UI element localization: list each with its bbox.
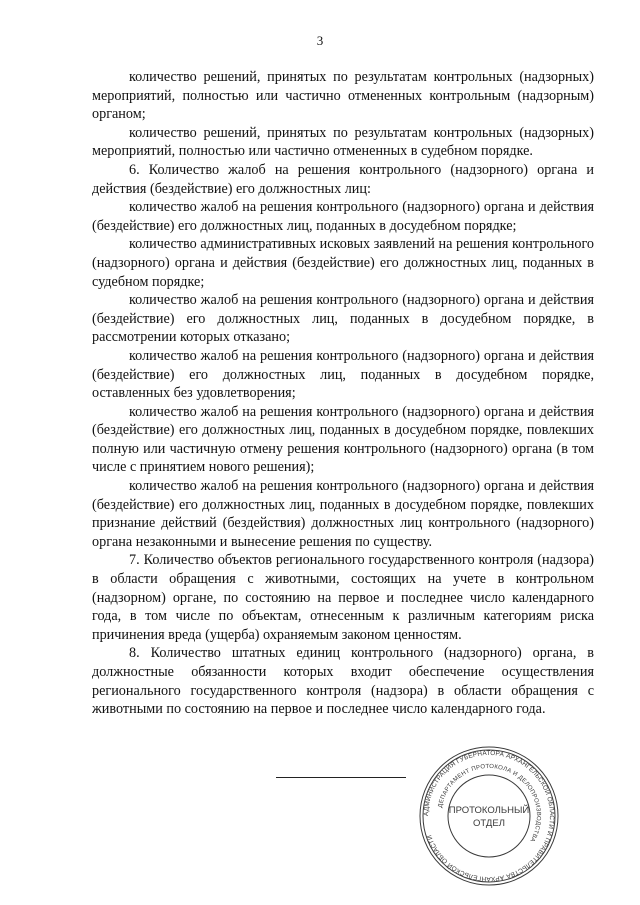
svg-text:ДЕПАРТАМЕНТ ПРОТОКОЛА И ДЕЛОПР (438, 764, 541, 843)
paragraph: количество жалоб на решения контрольного (надзорного) органа и действия (бездействие) его должностных лиц, поданных в досудебном порядке, повлекших признание действий (бездействия) должностных лиц контрольного (надзорного) органа незаконными и вынесение решения по существу. (92, 478, 594, 550)
stamp-center-line1: ПРОТОКОЛЬНЫЙ (448, 805, 530, 816)
stamp-seal (418, 745, 560, 887)
protocol-department-stamp (418, 745, 560, 887)
paragraph: количество решений, принятых по результатам контрольных (надзорных) мероприятий, полностью или частично отмененных в судебном порядке. (92, 124, 594, 160)
paragraph: количество административных исковых заявлений на решения контрольного (надзорного) органа и действия (бездействие) его должностных лиц, поданных в судебном порядке; (92, 236, 594, 290)
paragraph: количество жалоб на решения контрольного (надзорного) органа и действия (бездействие) его должностных лиц, поданных в досудебном порядке, в рассмотрении которых отказано; (92, 292, 594, 346)
paragraph: 7. Количество объектов регионального государственного контроля (надзора) в области обращения с животными, состоящих на учете в контрольном (надзорном) органе, по состоянию на первое и последнее число календарного года, в том числе по объектам, отнесенным к различным категориям риска причинения вреда (ущерба) охраняемым законом ценностям. (92, 552, 594, 643)
paragraph: количество жалоб на решения контрольного (надзорного) органа и действия (бездействие) его должностных лиц, поданных в досудебном порядке, оставленных без удовлетворения; (92, 347, 594, 402)
paragraph: количество жалоб на решения контрольного (надзорного) органа и действия (бездействие) его должностных лиц, поданных в досудебном порядке, повлекших полную или частичную отмену решения контрольного (надзорного) органа (в том числе с принятием нового решения); (92, 403, 594, 476)
stamp-inner-text: ДЕПАРТАМЕНТ ПРОТОКОЛА И ДЕЛОПРОИЗВОДСТВА (437, 763, 542, 843)
paragraph: количество жалоб на решения контрольного (надзорного) органа и действия (бездействие) его должностных лиц, поданных в досудебном порядке; (92, 199, 594, 234)
document-body (92, 68, 594, 719)
paragraph: 6. Количество жалоб на решения контрольного (надзорного) органа и действия (бездействие) его должностных лиц: (92, 161, 594, 197)
page-number: 3 (316, 33, 324, 48)
stamp-center-line2: ОТДЕЛ (473, 818, 505, 829)
signature-line (276, 777, 406, 778)
stamp-outer-text: АДМИНИСТРАЦИЯ ГУБЕРНАТОРА АРХАНГЕЛЬСКОЙ ОБЛАСТИ И ПРАВИТЕЛЬСТВА АРХАНГЕЛЬСКОЙ ОБЛАСТИ (422, 749, 556, 883)
paragraph: 8. Количество штатных единиц контрольного (надзорного) органа, в должностные обязанности которых входит обеспечение осуществления регионального государственного контроля (надзора) в области обращения с животными по состоянию на первое и последнее число календарного года. (92, 645, 594, 718)
paragraph: количество решений, принятых по результатам контрольных (надзорных) мероприятий, полностью или частично отмененных контрольным (надзорным) органом; (92, 69, 594, 123)
